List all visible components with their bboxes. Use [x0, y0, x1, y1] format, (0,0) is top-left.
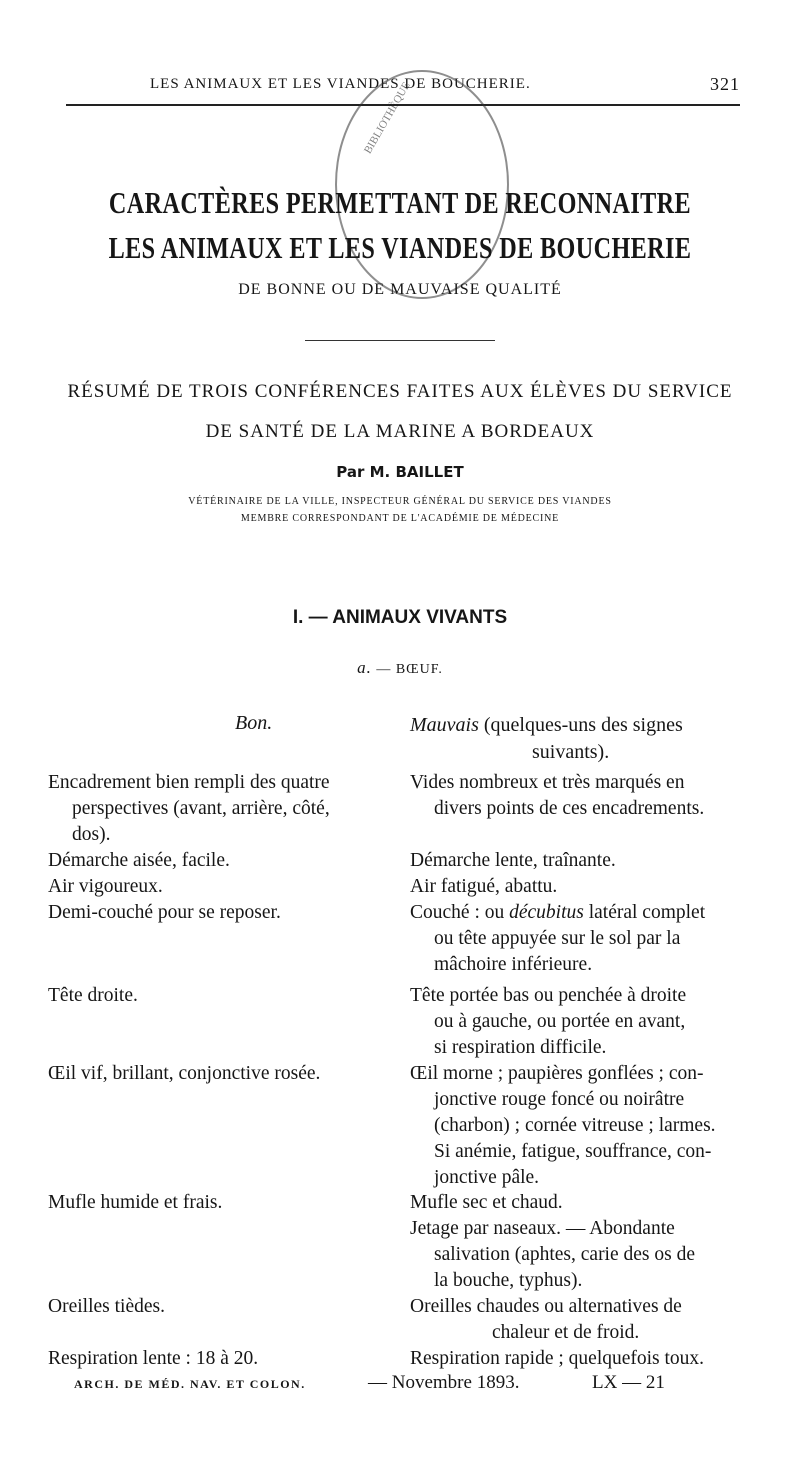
bad-sign-line: salivation (aphtes, carie des os de: [434, 1244, 695, 1265]
column-header-bad-italic: Mauvais: [410, 714, 479, 736]
bad-sign-line: Tête portée bas ou penchée à droite: [410, 985, 687, 1006]
good-sign-line: Respiration lente : 18 à 20.: [48, 1348, 259, 1369]
bad-sign: [410, 1216, 755, 1294]
good-sign: [48, 874, 393, 900]
bad-sign-line: si respiration difficile.: [434, 1037, 607, 1058]
bad-sign-line: ou tête appuyée sur le sol par la: [434, 928, 681, 949]
summary-line1: RÉSUMÉ DE TROIS CONFÉRENCES FAITES AUX ÉLÈVES DU SERVICE: [67, 381, 733, 402]
subsection-heading: [0, 658, 800, 678]
good-sign-line: Démarche aisée, facile.: [48, 850, 230, 871]
good-sign: [48, 983, 393, 1009]
running-head-title: LES ANIMAUX ET LES VIANDES DE BOUCHERIE.: [150, 76, 531, 92]
bad-sign: [410, 1190, 755, 1216]
bad-sign: [410, 1061, 755, 1191]
subsection-dash: —: [376, 662, 392, 677]
bad-sign: [410, 900, 755, 978]
bad-sign: [410, 874, 755, 900]
bad-sign-line: Oreilles chaudes ou alternatives de: [410, 1296, 682, 1317]
footer-journal: ARCH. DE MÉD. NAV. ET COLON.: [74, 1377, 306, 1391]
good-sign: [48, 1190, 393, 1216]
stamp-text: BIBLIOTHÈQUE: [361, 80, 413, 156]
good-sign: [48, 848, 393, 874]
summary-line2: DE SANTÉ DE LA MARINE A BORDEAUX: [205, 421, 595, 442]
bad-sign-line: la bouche, typhus).: [434, 1270, 583, 1291]
bad-sign: [410, 848, 755, 874]
article-title-line2: LES ANIMAUX ET LES VIANDES DE BOUCHERIE: [108, 230, 692, 265]
bad-sign: [410, 1346, 755, 1372]
bad-sign-line: Vides nombreux et très marqués en: [410, 772, 685, 793]
column-header-bad-rest: (quelques-uns des signes: [483, 714, 683, 736]
bad-sign-line: mâchoire inférieure.: [434, 954, 593, 975]
bad-sign-line: Respiration rapide ; quelquefois toux.: [410, 1348, 705, 1369]
good-sign-line: Air vigoureux.: [48, 876, 163, 897]
good-sign: [48, 900, 393, 926]
bad-sign-line: Mufle sec et chaud.: [410, 1192, 563, 1213]
column-header-bad: [410, 712, 750, 766]
section-heading: I. — ANIMAUX VIVANTS: [292, 607, 508, 628]
bad-sign-line: Air fatigué, abattu.: [410, 876, 558, 897]
good-sign-line: Demi-couché pour se reposer.: [48, 902, 281, 923]
article-title-line1: CARACTÈRES PERMETTANT DE RECONNAITRE: [108, 185, 692, 220]
bad-sign-line: Jetage par naseaux. — Abondante: [410, 1218, 675, 1239]
good-sign-line: Encadrement bien rempli des quatre: [48, 772, 330, 793]
subsection-label: BŒUF.: [395, 662, 443, 677]
bad-sign: [410, 983, 755, 1061]
good-sign-line: Tête droite.: [48, 985, 138, 1006]
bad-sign-line: Œil morne ; paupières gonflées ; con-: [410, 1063, 704, 1084]
good-sign: [48, 1294, 393, 1320]
bad-sign-line: ou à gauche, ou portée en avant,: [434, 1011, 686, 1032]
bad-sign: [410, 1294, 755, 1346]
article-title-line3: DE BONNE OU DE MAUVAISE QUALITÉ: [238, 281, 562, 298]
good-sign: [48, 1061, 393, 1087]
bad-sign-line: jonctive rouge foncé ou noirâtre: [434, 1089, 685, 1110]
title-rule: [305, 340, 495, 341]
subsection-letter: a.: [357, 658, 372, 677]
bad-sign-line: jonctive pâle.: [434, 1167, 540, 1188]
bad-sign-line: Couché : ou décubitus latéral complet: [410, 902, 706, 923]
bad-sign: [410, 770, 755, 822]
bad-sign-line: divers points de ces encadrements.: [434, 798, 705, 819]
page-footer: [0, 1371, 800, 1401]
bad-sign-line: chaleur et de froid.: [492, 1322, 640, 1343]
good-sign-line: perspectives (avant, arrière, côté,: [72, 798, 330, 819]
author: Par M. BAILLET: [336, 463, 464, 481]
good-sign-line: Oreilles tièdes.: [48, 1296, 165, 1317]
good-sign-line: dos).: [72, 824, 111, 845]
bad-sign-line: Démarche lente, traînante.: [410, 850, 616, 871]
footer-volume: LX — 21: [592, 1372, 665, 1393]
page-number: 321: [710, 74, 740, 94]
bad-sign-line: Si anémie, fatigue, souffrance, con-: [434, 1141, 712, 1162]
column-header-bad-line2: suivants).: [532, 741, 610, 763]
good-sign: [48, 770, 393, 848]
bad-sign-line: (charbon) ; cornée vitreuse ; larmes.: [434, 1115, 716, 1136]
affiliation-line2: MEMBRE CORRESPONDANT DE L'ACADÉMIE DE MÉDECINE: [240, 513, 560, 524]
footer-date: — Novembre 1893.: [368, 1372, 520, 1393]
good-sign: [48, 1346, 393, 1372]
affiliation-line1: VÉTÉRINAIRE DE LA VILLE, INSPECTEUR GÉNÉRAL DU SERVICE DES VIANDES: [188, 496, 612, 507]
good-sign-line: Œil vif, brillant, conjonctive rosée.: [48, 1063, 321, 1084]
good-sign-line: Mufle humide et frais.: [48, 1192, 223, 1213]
column-header-good: Bon.: [235, 712, 273, 734]
